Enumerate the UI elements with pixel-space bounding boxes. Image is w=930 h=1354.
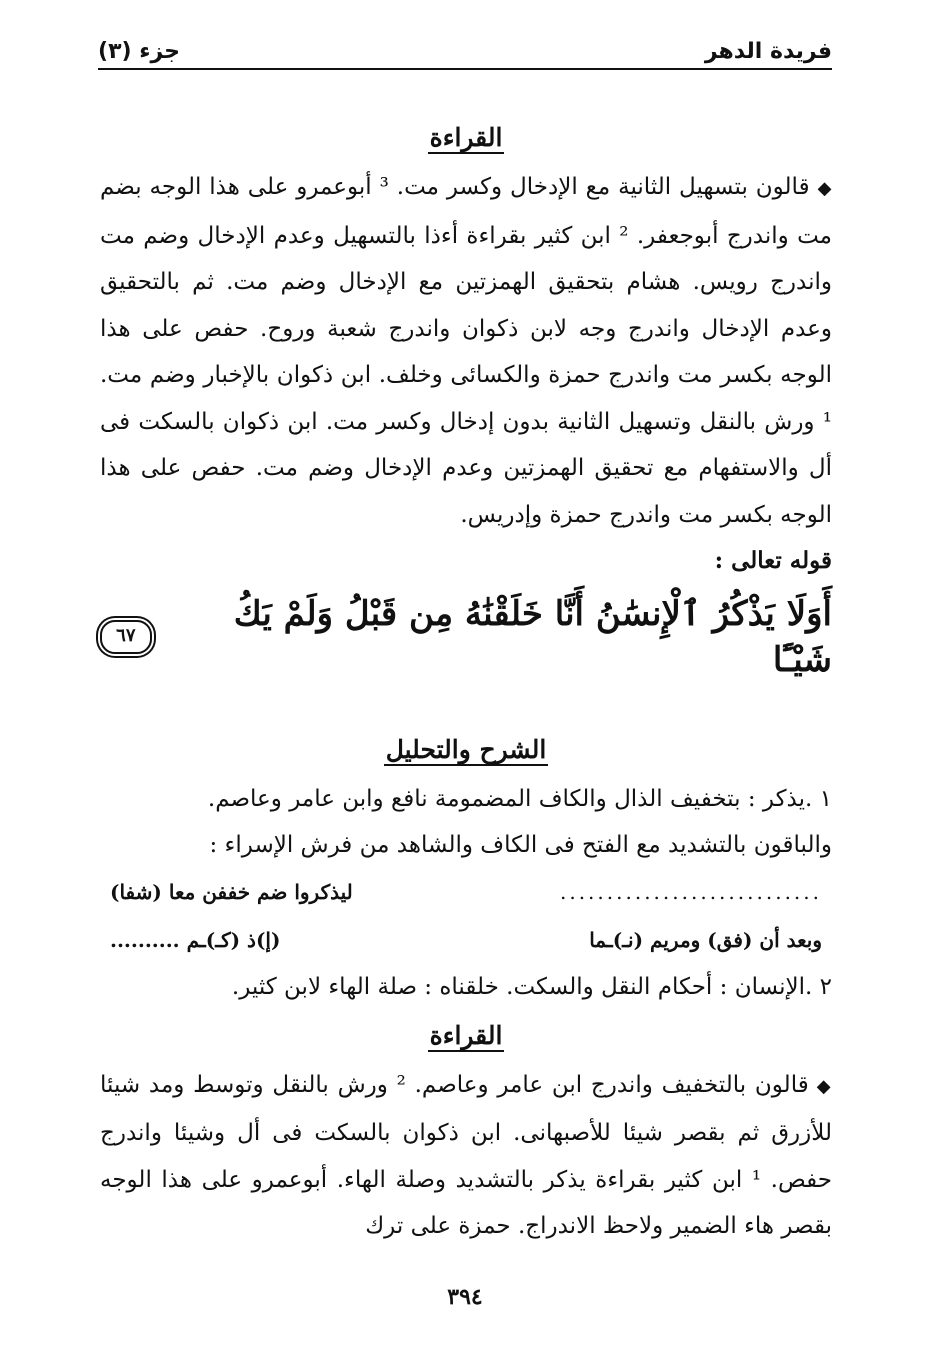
section-heading-explanation: الشرح والتحليل (385, 734, 547, 764)
ayah-number-badge: ٦٧ (100, 620, 152, 654)
part-number: جزء (٣) (98, 39, 181, 64)
section-heading-reading-2: القراءة (429, 1020, 503, 1050)
running-header (98, 30, 832, 70)
diamond-bullet-icon: ◆ (817, 178, 833, 199)
quran-verse: أَوَلَا يَذْكُرُ ٱلْإِنسَٰنُ أَنَّا خَلَقْنَٰهُ مِن قَبْلُ وَلَمْ يَكُ شَيْـًٔا (233, 593, 832, 680)
page-number: ٣٩٤ (447, 1284, 483, 1310)
reading-text-1: قالون بتسهيل الثانية مع الإدخال وكسر مت. ³ أبوعمرو على هذا الوجه بضم مت واندرج أبوجعفر. ² ابن كثير بقراءة أءذا بالتسهيل وعدم الإدخال وضم مت واندرج رويس. هشام بتحقيق الهمزتين مع الإدخال وضم مت. ثم بالتحقيق وعدم الإدخال واندرج وجه لابن ذكوان واندرج شعبة وروح. حفص على هذا الوجه بكسر مت واندرج حمزة والكسائى وخلف. ابن ذكوان بالإخبار وضم مت. ¹ ورش بالنقل وتسهيل الثانية بدون إدخال وكسر مت. ابن ذكوان بالسكت فى أل والاستفهام مع تحقيق الهمزتين وعدم الإدخال وضم مت. حفص على هذا الوجه بكسر مت واندرج حمزة وإدريس. (100, 174, 833, 528)
poem-verse-1-left: ليذكروا ضم خففن معا (شفا) (110, 879, 353, 904)
section-heading-reading-1: القراءة (429, 123, 503, 152)
explanation-item-1-line-2: والباقون بالتشديد مع الفتح فى الكاف والشاهد من فرش الإسراء : (209, 831, 832, 858)
explanation-item-2: ٢ .الإنسان : أحكام النقل والسكت. خلقناه : صلة الهاء لابن كثير. (231, 973, 832, 1000)
poem-verse-1-right: ............................ (559, 879, 822, 904)
poem-verse-2 (100, 916, 832, 964)
poem-verse-1 (100, 868, 832, 916)
reading-paragraph-1 (100, 164, 832, 538)
page-content (100, 112, 832, 1250)
book-title: فريدة الدهر (704, 39, 832, 64)
explanation-item-1-line-1: ١ .يذكر : بتخفيف الذال والكاف المضمومة نافع وابن عامر وعاصم. (207, 785, 832, 812)
verse-label: قوله تعالى : (714, 547, 832, 574)
poem-verse-2-right: وبعد أن (فق) ومريم (نـ)ـما (589, 927, 822, 952)
reading-text-2: قالون بالتخفيف واندرج ابن عامر وعاصم. ² ورش بالنقل وتوسط ومد شيئا للأزرق ثم بقصر شيئا للأصبهانى. ابن ذكوان بالسكت فى أل وشيئا واندرج حفص. ¹ ابن كثير بقراءة يذكر بالتشديد وصلة الهاء. أبوعمرو على هذا الوجه بقصر هاء الضمير ولاحظ الاندراج. حمزة على ترك (100, 1071, 832, 1239)
quran-verse-row (100, 591, 832, 684)
reading-paragraph-2 (100, 1062, 832, 1250)
diamond-bullet-icon: ◆ (816, 1075, 832, 1097)
poem-verse-2-left: (إ)ذ (كـ)ـم .......... (110, 927, 281, 952)
